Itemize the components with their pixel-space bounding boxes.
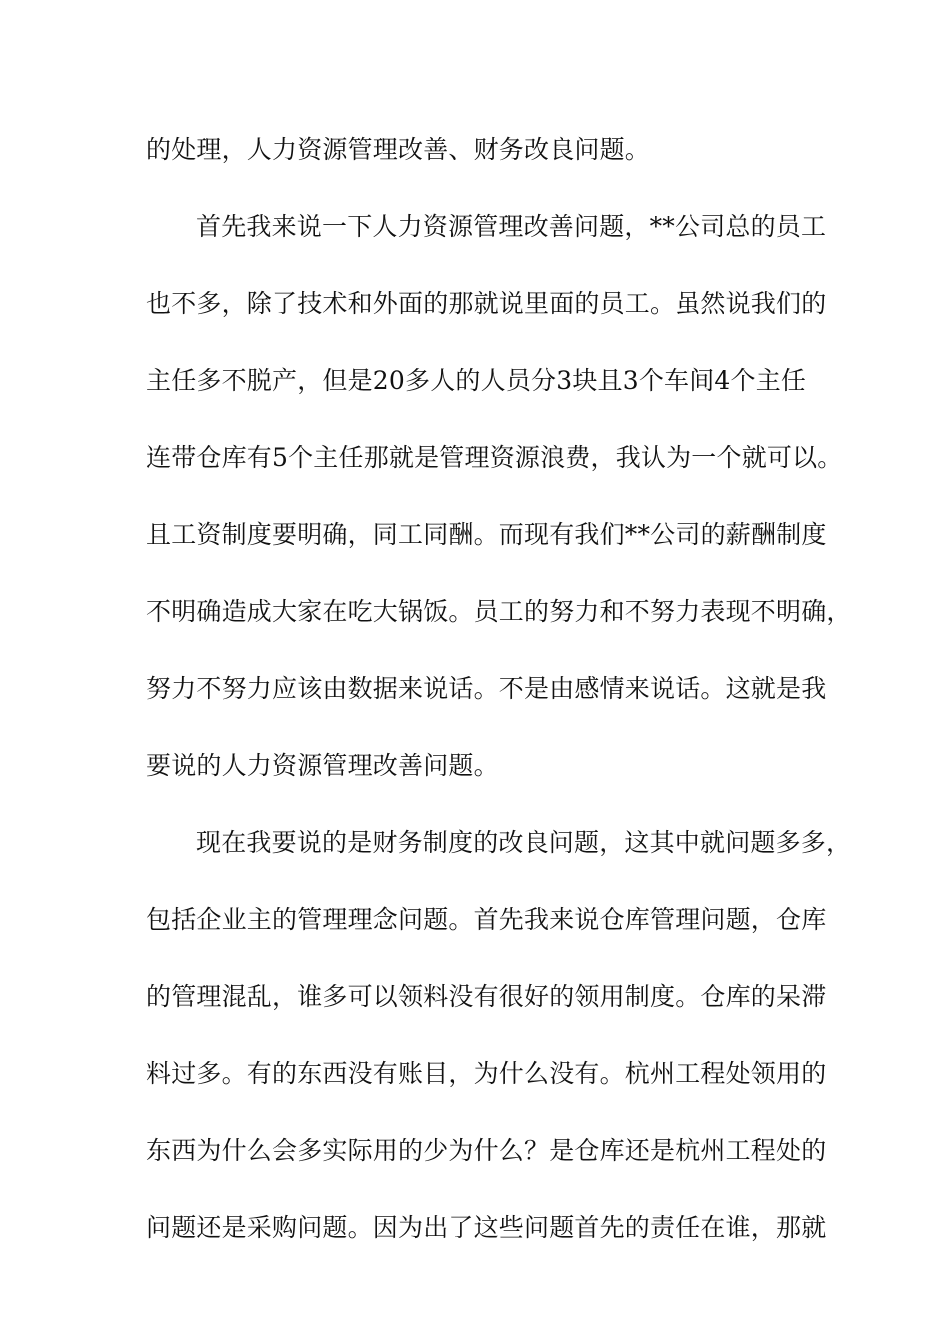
text-line-9: 要说的人力资源管理改善问题。 [146, 751, 499, 780]
text-line-13: 料过多。有的东西没有账目，为什么没有。杭州工程处领用的 [146, 1059, 827, 1088]
text-line-11: 包括企业主的管理理念问题。首先我来说仓库管理问题，仓库 [146, 905, 827, 934]
text-line-4: 主任多不脱产，但是20多人的人员分3块且3个车间4个主任 [146, 366, 807, 395]
paragraph-start-line-2: 首先我来说一下人力资源管理改善问题，**公司总的员工 [196, 212, 827, 241]
paragraph-start-line-10: 现在我要说的是财务制度的改良问题，这其中就问题多多， [196, 828, 852, 857]
text-line-3: 也不多，除了技术和外面的那就说里面的员工。虽然说我们的 [146, 289, 827, 318]
text-line-14: 东西为什么会多实际用的少为什么？是仓库还是杭州工程处的 [146, 1136, 827, 1165]
text-line-8: 努力不努力应该由数据来说话。不是由感情来说话。这就是我 [146, 674, 827, 703]
text-line-15: 问题还是采购问题。因为出了这些问题首先的责任在谁，那就 [146, 1213, 827, 1242]
text-line-7: 不明确造成大家在吃大锅饭。员工的努力和不努力表现不明确， [146, 597, 852, 626]
text-line-6: 且工资制度要明确，同工同酬。而现有我们**公司的薪酬制度 [146, 520, 827, 549]
text-line-12: 的管理混乱，谁多可以领料没有很好的领用制度。仓库的呆滞 [146, 982, 827, 1011]
text-line-5: 连带仓库有5个主任那就是管理资源浪费，我认为一个就可以。 [146, 443, 843, 472]
text-line-1: 的处理，人力资源管理改善、财务改良问题。 [146, 135, 651, 164]
